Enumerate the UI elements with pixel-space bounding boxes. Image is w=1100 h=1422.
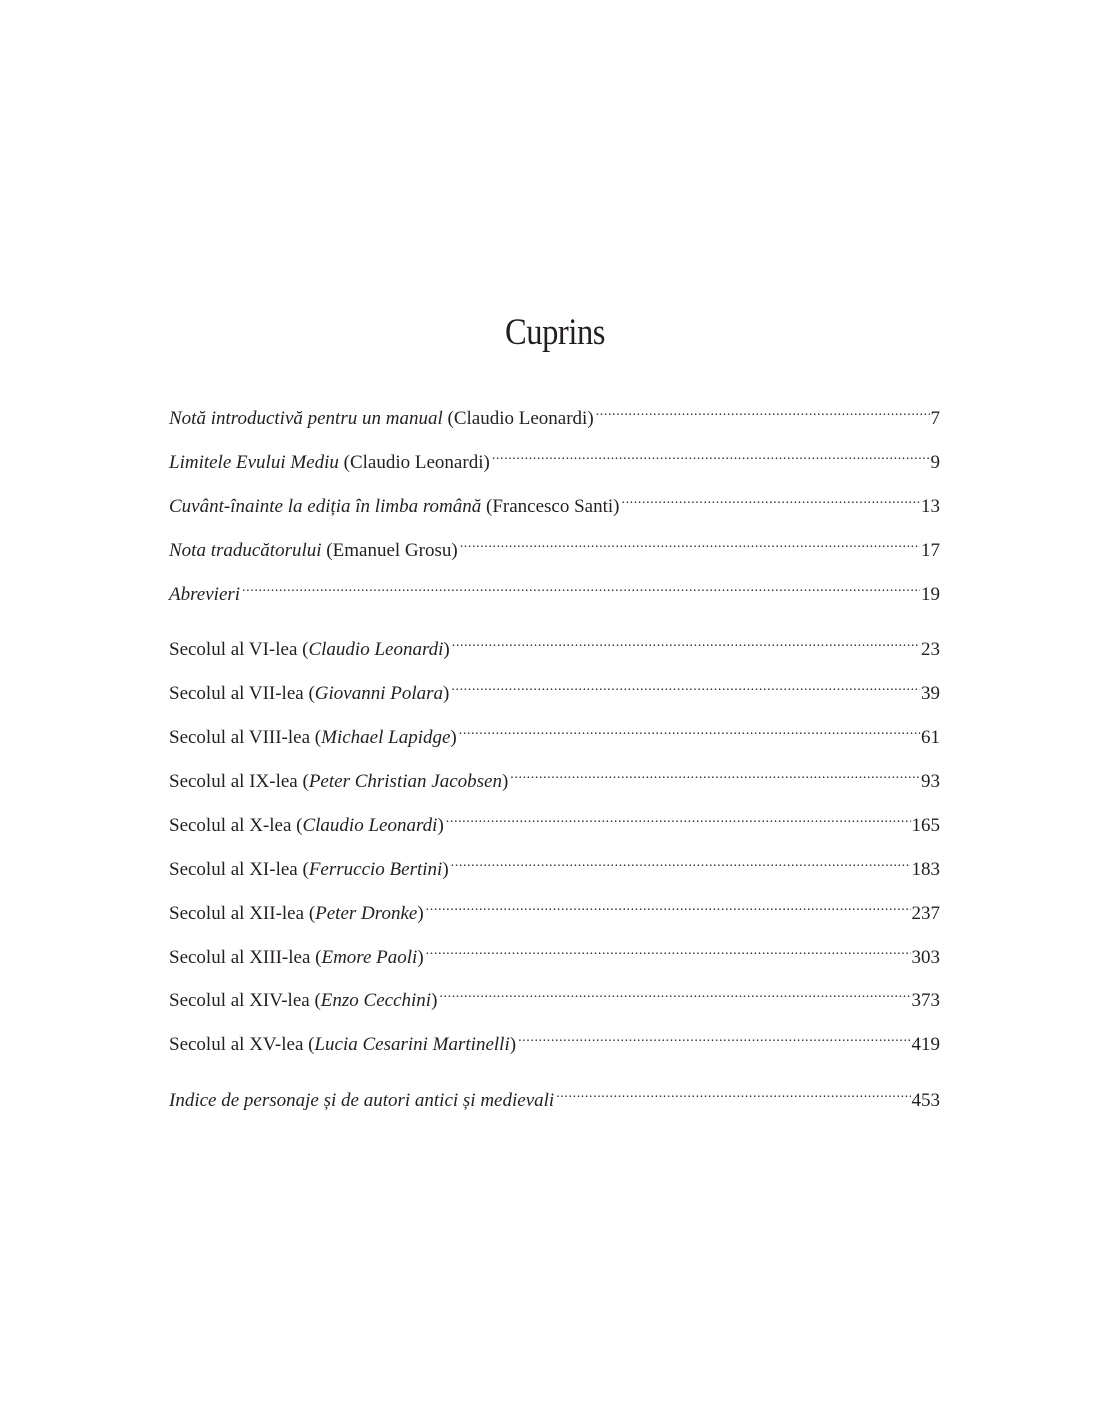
toc-entry-title: Secolul al XIII-lea bbox=[169, 947, 311, 968]
toc-entry[interactable] bbox=[169, 444, 940, 475]
toc-entry-author: Lucia Cesarini Martinelli bbox=[314, 1034, 510, 1055]
toc-entry-title: Cuvânt-înainte la ediția în limba română bbox=[169, 496, 482, 517]
toc-entry[interactable] bbox=[169, 400, 940, 431]
toc-entry[interactable] bbox=[169, 719, 940, 750]
toc-entry[interactable] bbox=[169, 1026, 940, 1057]
toc-entry-author: Emanuel Grosu bbox=[332, 540, 452, 561]
toc-entry-author: Claudio Leonardi bbox=[453, 408, 588, 429]
toc-entry-page-number: 7 bbox=[930, 408, 940, 429]
page-title: Cuprins bbox=[504, 311, 606, 353]
toc-entry-author: Francesco Santi bbox=[492, 496, 614, 517]
toc-entry-title: Secolul al X-lea bbox=[169, 815, 292, 836]
toc-entry-title: Secolul al IX-lea bbox=[169, 771, 298, 792]
toc-entry-page-number: 39 bbox=[921, 683, 940, 704]
toc-entry-author: Claudio Leonardi bbox=[308, 639, 444, 660]
toc-entry-author: Emore Paoli bbox=[321, 947, 418, 968]
toc-entry-label: Nota traducătorului (Emanuel Grosu) bbox=[169, 540, 458, 561]
toc-entry-page-number: 419 bbox=[911, 1034, 940, 1055]
toc-entry[interactable] bbox=[169, 982, 940, 1013]
toc-entry-title: Abrevieri bbox=[169, 584, 241, 605]
toc-entry-page-number: 237 bbox=[911, 903, 940, 924]
dot-leader bbox=[621, 488, 920, 512]
toc-entry-title: Secolul al XII-lea bbox=[169, 903, 305, 924]
toc-entry-page-number: 453 bbox=[911, 1090, 940, 1111]
toc-entry-page-number: 19 bbox=[921, 584, 940, 605]
dot-leader bbox=[451, 675, 920, 699]
toc-entry[interactable] bbox=[169, 532, 940, 563]
toc-entry-author: Peter Dronke bbox=[315, 903, 418, 924]
toc-entry-title: Secolul al VIII-lea bbox=[169, 727, 311, 748]
toc-entry-label: Secolul al XI-lea (Ferruccio Bertini) bbox=[169, 859, 449, 880]
toc-entry-author: Giovanni Polara bbox=[314, 683, 444, 704]
toc-entry-page-number: 93 bbox=[921, 771, 940, 792]
toc-entry-title: Nota traducătorului bbox=[169, 540, 322, 561]
toc-entry-label: Secolul al X-lea (Claudio Leonardi) bbox=[169, 815, 444, 836]
toc-entry-title: Notă introductivă pentru un manual bbox=[169, 408, 443, 429]
dot-leader bbox=[439, 982, 910, 1006]
toc-entry[interactable] bbox=[169, 488, 940, 519]
dot-leader bbox=[460, 532, 920, 556]
toc-entry-label: Notă introductivă pentru un manual (Claudio Leonardi) bbox=[169, 408, 594, 429]
toc-entry-label: Cuvânt-înainte la ediția în limba română (Francesco Santi) bbox=[169, 496, 620, 517]
dot-leader bbox=[510, 763, 920, 787]
toc-entry[interactable] bbox=[169, 851, 940, 882]
dot-leader bbox=[492, 444, 930, 468]
toc-entry-author: Ferruccio Bertini bbox=[308, 859, 443, 880]
toc-entry-label: Secolul al IX-lea (Peter Christian Jacobsen) bbox=[169, 771, 509, 792]
toc-entry[interactable] bbox=[169, 807, 940, 838]
toc-entry-title: Secolul al VI-lea bbox=[169, 639, 298, 660]
toc-entry[interactable] bbox=[169, 763, 940, 794]
toc-entry-author: Michael Lapidge bbox=[321, 727, 451, 748]
toc-entry-label bbox=[169, 583, 240, 607]
toc-entry-label: Secolul al XIV-lea (Enzo Cecchini) bbox=[169, 990, 438, 1011]
toc-entry-page-number: 303 bbox=[911, 947, 940, 968]
toc-entry-label bbox=[169, 1089, 554, 1113]
toc-entry-label: Secolul al XIII-lea (Emore Paoli) bbox=[169, 947, 424, 968]
dot-leader bbox=[446, 807, 911, 831]
dot-leader bbox=[426, 939, 911, 963]
toc-entry[interactable] bbox=[169, 631, 940, 662]
dot-leader bbox=[426, 895, 911, 919]
toc-entry-page-number: 23 bbox=[921, 639, 940, 660]
toc-entry-page-number: 17 bbox=[921, 540, 940, 561]
toc-entry-title: Secolul al XI-lea bbox=[169, 859, 298, 880]
toc-entry-title: Limitele Evului Mediu bbox=[169, 452, 339, 473]
toc-entry-author: Claudio Leonardi bbox=[349, 452, 484, 473]
toc-entry-title: Indice de personaje și de autori antici și medievali bbox=[169, 1090, 555, 1111]
toc-entry-title: Secolul al VII-lea bbox=[169, 683, 304, 704]
dot-leader bbox=[451, 851, 911, 875]
toc-entry-label: Secolul al XV-lea (Lucia Cesarini Martinelli) bbox=[169, 1034, 517, 1055]
toc-entry-author: Claudio Leonardi bbox=[302, 815, 438, 836]
toc-entry-label: Secolul al VII-lea (Giovanni Polara) bbox=[169, 683, 450, 704]
dot-leader bbox=[452, 631, 920, 655]
dot-leader bbox=[459, 719, 920, 743]
toc-entry-page-number: 13 bbox=[921, 496, 940, 517]
toc-entry-title: Secolul al XIV-lea bbox=[169, 990, 310, 1011]
toc-entry[interactable] bbox=[169, 1082, 940, 1113]
toc-entry[interactable] bbox=[169, 939, 940, 970]
toc-entry-page-number: 9 bbox=[930, 452, 940, 473]
toc-entry-page-number: 61 bbox=[921, 727, 940, 748]
dot-leader bbox=[556, 1082, 910, 1106]
toc-entry-author: Enzo Cecchini bbox=[320, 990, 432, 1011]
toc-entry-label: Limitele Evului Mediu (Claudio Leonardi) bbox=[169, 452, 490, 473]
toc-entry-page-number: 183 bbox=[911, 859, 940, 880]
toc-entry-author: Peter Christian Jacobsen bbox=[308, 771, 502, 792]
toc-entry-label: Secolul al XII-lea (Peter Dronke) bbox=[169, 903, 424, 924]
toc-entry[interactable] bbox=[169, 576, 940, 607]
toc-entry-label: Secolul al VI-lea (Claudio Leonardi) bbox=[169, 639, 450, 660]
toc-entry[interactable] bbox=[169, 675, 940, 706]
toc-entry[interactable] bbox=[169, 895, 940, 926]
toc-entry-page-number: 165 bbox=[911, 815, 940, 836]
toc-entry-title: Secolul al XV-lea bbox=[169, 1034, 304, 1055]
dot-leader bbox=[596, 400, 930, 424]
dot-leader bbox=[242, 576, 920, 600]
toc-entry-label: Secolul al VIII-lea (Michael Lapidge) bbox=[169, 727, 457, 748]
dot-leader bbox=[518, 1026, 910, 1050]
toc-entry-page-number: 373 bbox=[911, 990, 940, 1011]
